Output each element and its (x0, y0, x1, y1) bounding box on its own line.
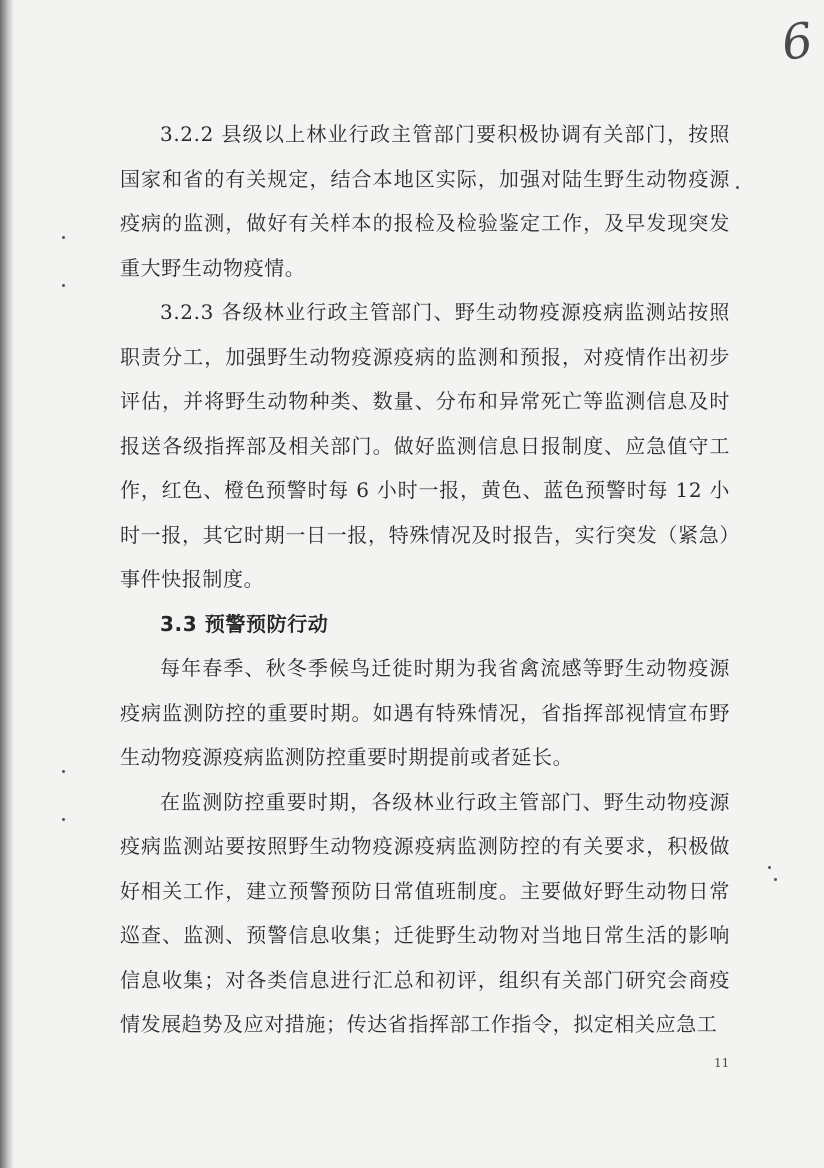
section-heading-3-3: 3.3 预警预防行动 (160, 611, 329, 636)
paragraph-monitoring-duties: 在监测防控重要时期，各级林业行政主管部门、野生动物疫源疫病监测站要按照野生动物疫源疫病监测防控的有关要求，积极做好相关工作，建立预警预防日常值班制度。主要做好野生动物日常巡查、监测、预警信息收集；迁徙野生动物对当地日常生活的影响信息收集；对各类信息进行汇总和初评，组织有关部门研究会商疫情发展趋势及应对措施；传达省指挥部工作指令，拟定相关应急工 (120, 789, 730, 1036)
scan-edge-shadow (0, 0, 14, 1168)
scan-speck (768, 866, 771, 869)
scan-speck (62, 236, 65, 239)
scan-speck (774, 878, 777, 881)
page-number: 11 (714, 1056, 730, 1070)
scan-speck (62, 818, 65, 821)
scan-speck (62, 284, 65, 287)
paragraph-key-period: 每年春季、秋冬季候鸟迁徙时期为我省禽流感等野生动物疫源疫病监测防控的重要时期。如遇有特殊情况，省指挥部视情宣布野生动物疫源疫病监测防控重要时期提前或者延长。 (120, 656, 730, 769)
paragraph-3-2-2: 3.2.2 县级以上林业行政主管部门要积极协调有关部门，按照国家和省的有关规定，结合本地区实际，加强对陆生野生动物疫源疫病的监测，做好有关样本的报检及检验鉴定工作，及早发现突发重大野生动物疫情。 (120, 122, 730, 280)
paragraph-3-2-3: 3.2.3 各级林业行政主管部门、野生动物疫源疫病监测站按照职责分工，加强野生动物疫源疫病的监测和预报，对疫情作出初步评估，并将野生动物种类、数量、分布和异常死亡等监测信息及时报送各级指挥部及相关部门。做好监测信息日报制度、应急值守工作，红色、橙色预警时每 6 小时一报，黄色、蓝色预警时每 12 小时一报，其它时期一日一报，特殊情况及时报告，实行突发（紧急）事件快报制度。 (120, 300, 730, 591)
scan-speck (62, 770, 65, 773)
document-body (120, 112, 730, 1047)
handwritten-page-mark: 6 (778, 12, 817, 72)
scan-speck (736, 186, 739, 189)
